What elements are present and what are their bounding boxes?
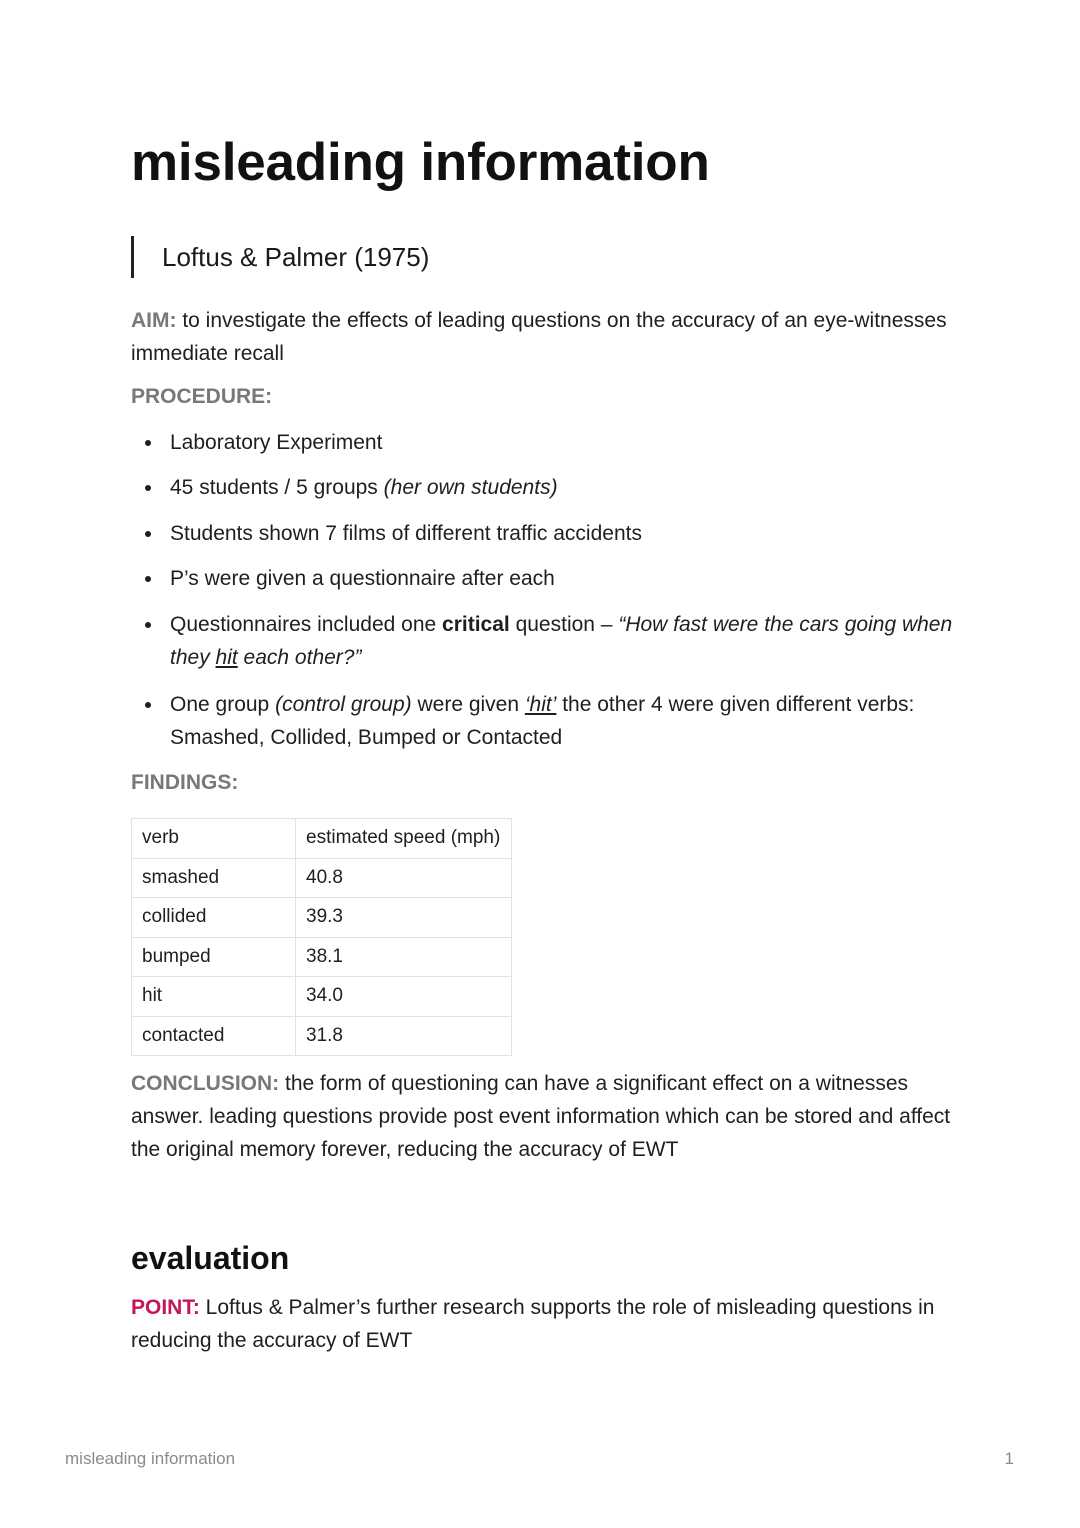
bullet-icon (145, 485, 151, 491)
list-item-text: One group (170, 693, 276, 716)
conclusion-label: CONCLUSION: (131, 1072, 280, 1095)
list-item-text: were given (411, 693, 525, 716)
list-item-italic: (control group) (275, 693, 412, 716)
list-item (131, 688, 961, 754)
page-title: misleading information (131, 133, 710, 192)
list-item-text: Questionnaires included one (170, 613, 443, 636)
list-item-text: 45 students / 5 groups (170, 476, 384, 499)
table-row (132, 858, 512, 898)
list-item-text: question – (509, 613, 619, 636)
table-row (132, 898, 512, 938)
bullet-icon (145, 702, 151, 708)
table-row (132, 937, 512, 977)
bullet-icon (145, 531, 151, 537)
procedure-label: PROCEDURE: (131, 385, 273, 408)
procedure-list (131, 426, 961, 754)
list-item-text: the other 4 were given different verbs: Smashed, Collided, Bumped or Contacted (170, 693, 915, 749)
list-item (131, 471, 961, 504)
list-item-italic: (her own students) (383, 476, 558, 499)
aim-paragraph (131, 304, 951, 370)
table-cell: hit (132, 977, 296, 1017)
list-item-text: Students shown 7 films of different traffic accidents (170, 522, 642, 545)
conclusion-text: the form of questioning can have a significant effect on a witnesses answer. leading questions provide post event information which can be stored and affect the original memory forever, reducing the accuracy of EWT (131, 1072, 951, 1161)
table-cell: smashed (132, 858, 296, 898)
evaluation-heading: evaluation (131, 1240, 290, 1276)
table-cell: bumped (132, 937, 296, 977)
quote-text: “How fast were the cars going when they (170, 613, 953, 669)
list-item-text: Laboratory Experiment (170, 431, 383, 454)
conclusion-paragraph (131, 1067, 951, 1166)
table-cell: 31.8 (296, 1016, 512, 1056)
table-cell: 39.3 (296, 898, 512, 938)
bullet-icon (145, 622, 151, 628)
page-number: 1 (1004, 1449, 1014, 1468)
point-label: POINT: (131, 1296, 200, 1319)
point-text: Loftus & Palmer’s further research supports the role of misleading questions in reducing the accuracy of EWT (131, 1296, 935, 1352)
table-cell: 34.0 (296, 977, 512, 1017)
footer-title: misleading information (65, 1449, 236, 1468)
table-header-cell: estimated speed (mph) (296, 819, 512, 859)
table-row (132, 977, 512, 1017)
findings-label: FINDINGS: (131, 771, 239, 794)
list-item (131, 517, 961, 550)
study-subheading (131, 236, 429, 278)
aim-text: to investigate the effects of leading questions on the accuracy of an eye-witnesses immediate recall (131, 309, 947, 365)
table-cell: contacted (132, 1016, 296, 1056)
table-header-cell: verb (132, 819, 296, 859)
table-cell: 40.8 (296, 858, 512, 898)
findings-table (131, 818, 512, 1056)
list-item-bold: critical (442, 613, 510, 636)
bullet-icon (145, 576, 151, 582)
aim-label: AIM: (131, 309, 177, 332)
table-cell: 38.1 (296, 937, 512, 977)
table-header-row (132, 819, 512, 859)
table-cell: collided (132, 898, 296, 938)
table-row (132, 1016, 512, 1056)
list-item (131, 562, 961, 595)
list-item-text: P’s were given a questionnaire after each (170, 567, 555, 590)
list-item-underlined: ‘hit’ (524, 693, 557, 716)
point-paragraph (131, 1291, 951, 1357)
list-item (131, 426, 961, 459)
study-title: Loftus & Palmer (1975) (162, 241, 430, 272)
quote-text: each other?” (237, 646, 362, 669)
bullet-icon (145, 440, 151, 446)
list-item (131, 608, 961, 674)
quote-underlined: hit (215, 646, 238, 669)
